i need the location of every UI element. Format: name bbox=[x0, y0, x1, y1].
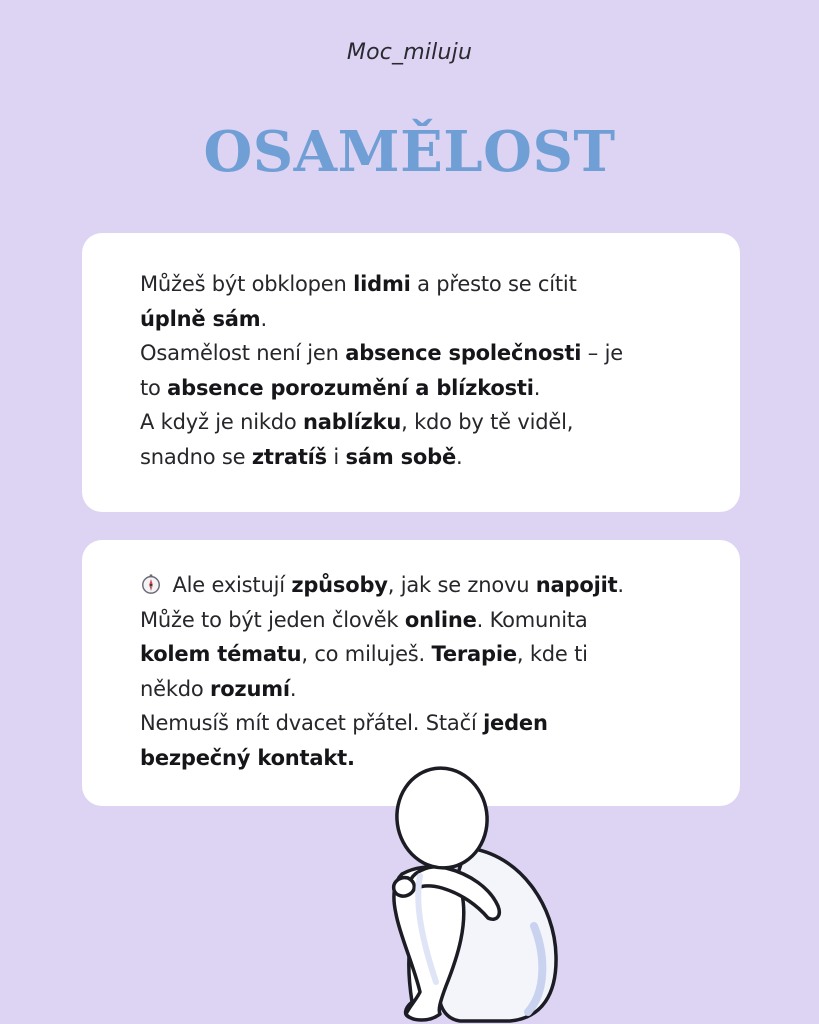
card-text-line: Může to být jeden člověk online. Komunita bbox=[140, 607, 588, 632]
card-text-line: snadno se ztratíš i sám sobě. bbox=[140, 444, 463, 469]
info-card-loneliness bbox=[82, 233, 740, 512]
card-text-line: někdo rozumí. bbox=[140, 676, 297, 701]
sitting-person-illustration bbox=[350, 756, 570, 1024]
page-title: OSAMĚLOST bbox=[203, 119, 616, 185]
card-text-line: Ale existují způsoby, jak se znovu napojit. bbox=[140, 568, 700, 603]
card-text-line: A když je nikdo nablízku, kdo by tě viděl, bbox=[140, 410, 574, 434]
card-text-line: kolem tématu, co miluješ. Terapie, kde ti bbox=[140, 642, 588, 666]
compass-icon bbox=[140, 573, 162, 595]
card-text-line: bezpečný kontakt. bbox=[140, 745, 355, 770]
author-handle: Moc_miluju bbox=[346, 40, 473, 65]
card-text-line: úplně sám. bbox=[140, 306, 267, 331]
card-text-line: Můžeš být obklopen lidmi a přesto se cítit bbox=[140, 272, 577, 296]
card-text-line: Osamělost není jen absence společnosti – je bbox=[140, 341, 623, 365]
card-text-line: Nemusíš mít dvacet přátel. Stačí jeden bbox=[140, 711, 548, 735]
card-text-line: to absence porozumění a blízkosti. bbox=[140, 375, 541, 400]
